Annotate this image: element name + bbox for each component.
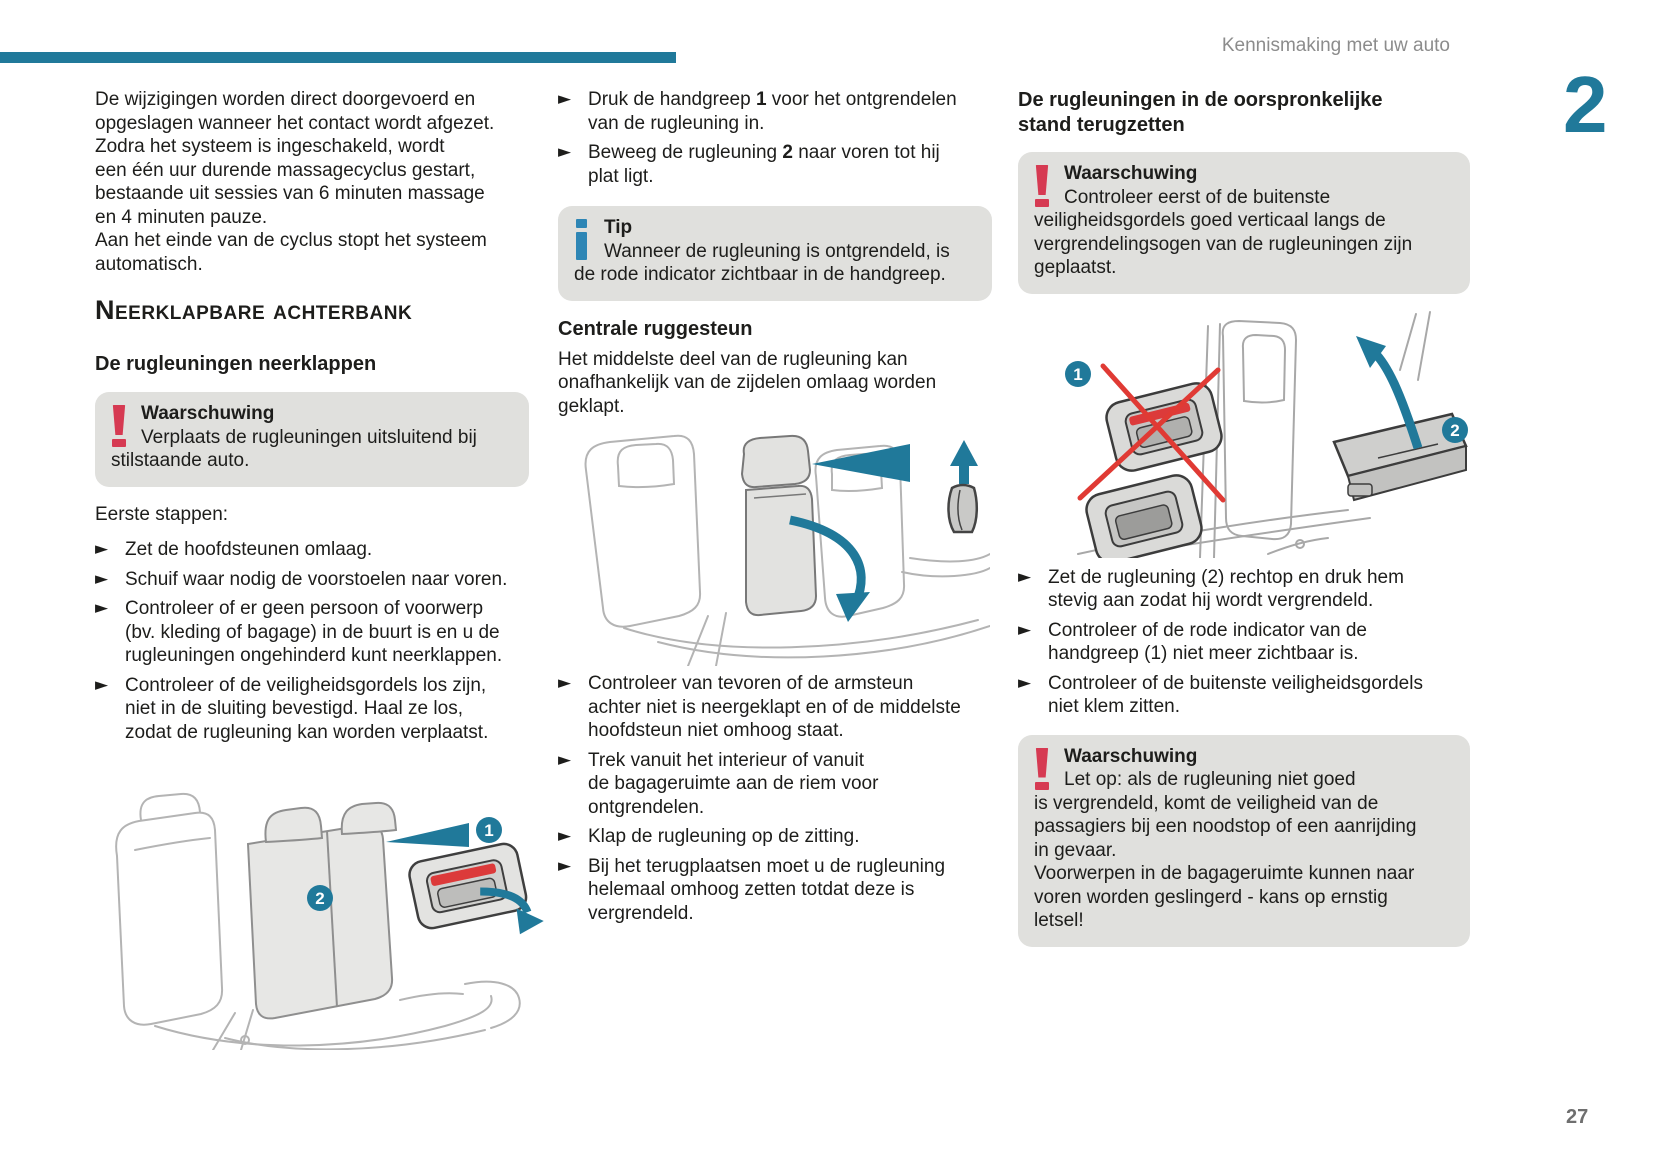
warning-body: Verplaats de rugleuningen uitsluitend bij stilstaande auto.: [111, 426, 477, 471]
subsection-title-fold: De rugleuningen neerklappen: [95, 353, 377, 375]
list-item: ► Trek vanuit het interieur of vanuit de bagageruimte aan de riem voor ontgrendelen.: [558, 749, 992, 820]
list-item: ► Controleer van tevoren of de armsteun achter niet is neergeklapt en of de middelste hoofdsteun niet omhoog staat.: [558, 672, 992, 743]
list-item: ► Zet de hoofdsteunen omlaag.: [95, 538, 529, 562]
subsection-title-return: De rugleuningen in de oorspronkelijke stand terugzetten: [1018, 89, 1383, 136]
steps-label: Eerste stappen:: [95, 503, 229, 525]
list-item: ► Bij het terugplaatsen moet u de rugleuning helemaal omhoog zetten totdat deze is vergrendeld.: [558, 855, 992, 926]
warning-title: Waarschuwing: [141, 403, 275, 424]
badge-2: [307, 885, 333, 911]
illustration-rear-seat-fold: [95, 788, 529, 1050]
svg-text:1: 1: [1073, 364, 1083, 384]
warning-box: [95, 392, 529, 487]
warning-exclamation-icon: [1035, 748, 1050, 790]
release-strap-detail: [948, 440, 978, 532]
warning-body: Let op: als de rugleuning niet goed is vergrendeld, komt de veiligheid van de passagiers bij een noodstop of een aanrijding in gevaar. Voorwerpen in de bagageruimte kunnen naar voren worden geslingerd - kans op ernstig letsel!: [1034, 769, 1417, 931]
steps-list: [95, 538, 529, 744]
intro-paragraph: De wijzigingen worden direct doorgevoerd en opgeslagen wanneer het contact wordt afgezet. Zodra het systeem is ingeschakeld, wordt een één uur durende massagecyclus gestart, bestaande uit sessies van 6 minuten massage en 4 minuten pauze. Aan het einde van de cyclus stopt het systeem automatisch.: [95, 89, 495, 275]
column-middle: [558, 88, 992, 925]
column-left: [95, 88, 529, 1050]
subsection-title-center: Centrale ruggesteun: [558, 317, 753, 340]
badge-2: [1442, 417, 1468, 443]
info-icon: [576, 219, 589, 260]
tip-title: Tip: [604, 217, 633, 238]
warning-exclamation-icon: [1035, 165, 1050, 207]
page-number: 27: [1566, 1106, 1589, 1128]
list-item: ► Beweeg de rugleuning 2 naar voren tot hij plat ligt.: [558, 141, 992, 188]
list-item: ► Controleer of de veiligheidsgordels los zijn, niet in de sluiting bevestigd. Haal ze los, zodat de rugleuning kan worden verplaatst.: [95, 674, 529, 745]
list-item: ► Klap de rugleuning op de zitting.: [558, 825, 992, 849]
illustration-seat-return: [1018, 308, 1470, 558]
list-item: ► Schuif waar nodig de voorstoelen naar voren.: [95, 568, 529, 592]
badge-1: [476, 817, 502, 843]
warning-exclamation-icon: [112, 405, 127, 447]
badge-1: [1065, 361, 1091, 387]
svg-text:2: 2: [1450, 420, 1460, 440]
breadcrumb: Kennismaking met uw auto: [1221, 35, 1450, 56]
illustration-center-backrest: [558, 426, 992, 666]
svg-text:1: 1: [484, 821, 494, 840]
svg-text:2: 2: [315, 889, 325, 908]
list-item: ► Controleer of de buitenste veiligheidsgordels niet klem zitten.: [1018, 672, 1470, 719]
return-steps-list: [1018, 566, 1470, 719]
rear-seat-fold-drawing: [95, 788, 545, 1050]
list-item: ► Controleer of de rode indicator van de handgreep (1) niet meer zichtbaar is.: [1018, 619, 1470, 666]
list-item: ► Controleer of er geen persoon of voorwerp (bv. kleding of bagage) in de buurt is en u de rugleuningen ongehinderd kunt neerklappen.: [95, 597, 529, 668]
callout-arrow: [386, 823, 469, 847]
seat-return-drawing: [1018, 308, 1473, 558]
handle-detail-ok: [1083, 471, 1205, 557]
warning-box-top: [1018, 152, 1470, 294]
warning-body: Controleer eerst of de buitenste veiligheidsgordels goed verticaal langs de vergrendelingsogen van de rugleuningen zijn geplaatst.: [1034, 186, 1413, 278]
release-handle-detail: [407, 839, 545, 954]
chapter-number: 2: [1563, 60, 1608, 149]
header-rule: [0, 52, 676, 63]
pull-up-arrow-icon: [950, 440, 978, 466]
center-backrest-paragraph: Het middelste deel van de rugleuning kan onafhankelijk van de zijdelen omlaag worden geklapt.: [558, 348, 937, 417]
warning-title: Waarschuwing: [1064, 163, 1198, 184]
warning-title: Waarschuwing: [1064, 745, 1198, 767]
tip-box: [558, 206, 992, 301]
center-backrest-drawing: [558, 426, 990, 666]
column-right: [1018, 88, 1470, 947]
section-title: Neerklapbare achterbank: [95, 295, 413, 325]
center-fold-list: [558, 672, 992, 925]
list-item: ► Zet de rugleuning (2) rechtop en druk hem stevig aan zodat hij wordt vergrendeld.: [1018, 566, 1470, 613]
list-item: ► Druk de handgreep 1 voor het ontgrendelen van de rugleuning in.: [558, 88, 992, 135]
unlock-steps-list: [558, 88, 992, 188]
warning-box-bottom: [1018, 735, 1470, 947]
tip-body: Wanneer de rugleuning is ontgrendeld, is de rode indicator zichtbaar in de handgreep.: [574, 240, 950, 285]
